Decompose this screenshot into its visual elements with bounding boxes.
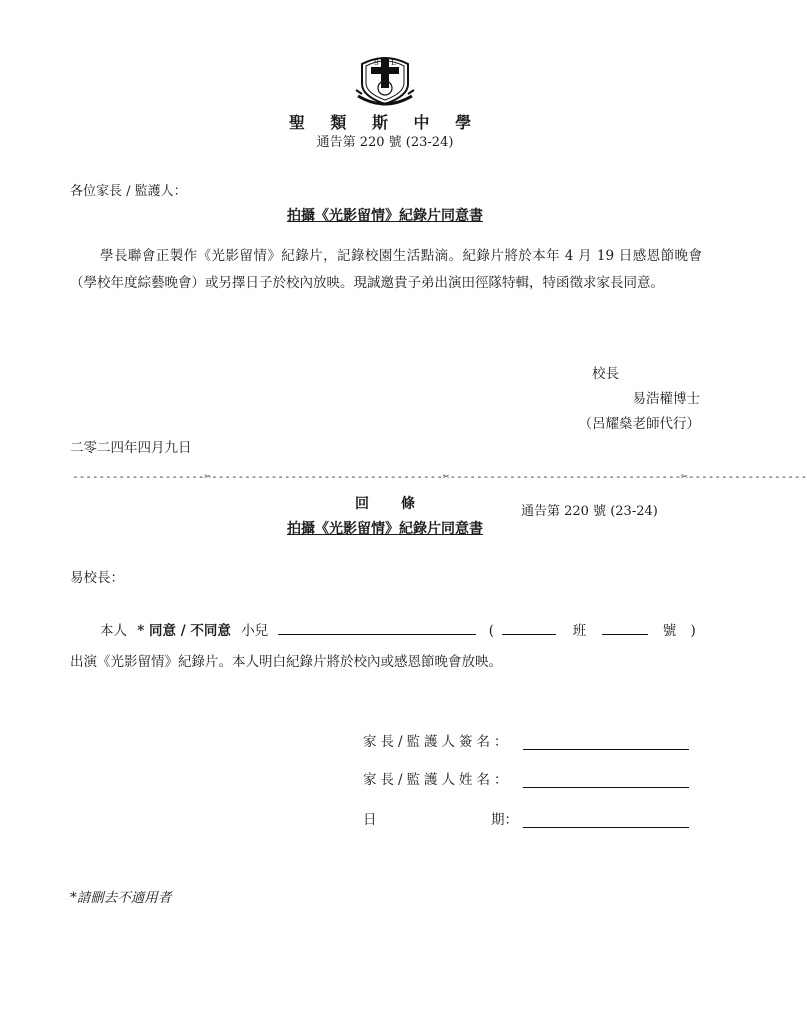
paren-open: ( <box>488 623 495 639</box>
consent-child-label: 小兒 <box>241 623 269 639</box>
signature-label: 家長/監護人簽名： <box>363 734 512 750</box>
salutation: 各位家長 / 監護人： <box>70 184 187 199</box>
name-field[interactable] <box>523 773 689 788</box>
name-row <box>363 768 689 788</box>
signer-name: 易浩權博士 <box>632 391 700 407</box>
cut-line: --------------------✂-----------------------------------✂-----------------------------------✂------------------ <box>72 470 807 483</box>
reply-title-char-2: 條 <box>401 496 419 512</box>
date-row <box>363 808 689 828</box>
consent-statement: 出演《光影留情》紀錄片。本人明白紀錄片將於校內或感恩節晚會放映。 <box>70 654 502 670</box>
child-name-field[interactable] <box>278 620 476 635</box>
consent-choice[interactable]: * 同意 / 不同意 <box>137 623 231 639</box>
signature-field[interactable] <box>523 735 689 750</box>
reply-notice-number: 通告第 220 號 (23-24) <box>521 504 658 519</box>
class-field[interactable] <box>502 620 556 635</box>
letter-title: 拍攝《光影留情》紀錄片同意書 <box>287 208 483 224</box>
reply-doc-title: 拍攝《光影留情》紀錄片同意書 <box>287 521 483 537</box>
date-field[interactable] <box>523 813 689 828</box>
svg-text:L: L <box>391 59 396 67</box>
consent-prefix: 本人 <box>100 623 127 639</box>
svg-text:S: S <box>374 59 379 67</box>
number-label: 號 <box>662 623 677 639</box>
reply-title-char-1: 回 <box>355 496 373 512</box>
signature-row <box>363 730 689 750</box>
number-field[interactable] <box>602 620 648 635</box>
date-label <box>363 808 518 828</box>
class-label: 班 <box>572 623 587 639</box>
paren-close: ) <box>690 623 696 639</box>
signer-title: 校長 <box>592 366 619 382</box>
reply-slip-title <box>355 493 419 513</box>
signer-deputy: （呂耀燊老師代行） <box>578 416 700 432</box>
footnote: *請刪去不適用者 <box>70 890 172 906</box>
date-label-char-2: 期： <box>491 812 518 828</box>
school-name: 聖 類 斯 中 學 <box>288 113 482 132</box>
letter-date: 二零二四年四月九日 <box>70 440 192 456</box>
letter-body: 學長聯會正製作《光影留情》紀錄片，記錄校園生活點滴。紀錄片將於本年 4 月 19 日感恩節晚會（學校年度綜藝晚會）或另擇日子於校內放映。現誠邀貴子弟出演田徑隊特輯，特函徵求家長同意。 <box>70 248 702 291</box>
consent-line <box>100 619 696 639</box>
school-crest-icon <box>354 50 416 108</box>
reply-addressee: 易校長： <box>70 570 124 586</box>
notice-number: 通告第 220 號 (23-24) <box>316 135 454 150</box>
date-label-char-1: 日 <box>363 812 377 828</box>
name-label: 家長/監護人姓名： <box>363 772 512 788</box>
